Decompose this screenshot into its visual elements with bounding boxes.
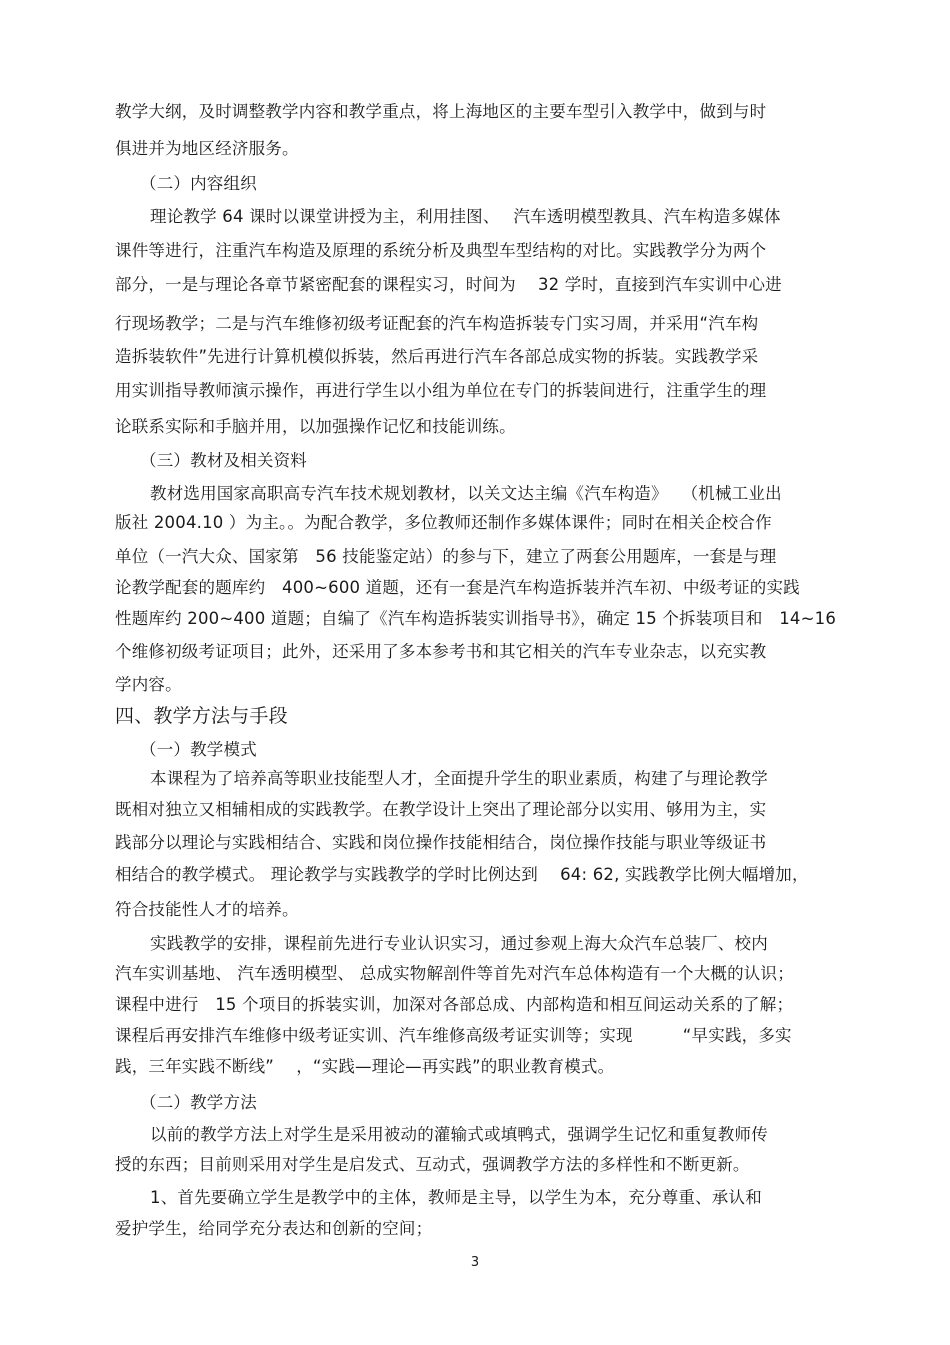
text-line: 课程后再安排汽车维修中级考证实训、汽车维修高级考证实训等；实现 “早实践，多实 bbox=[115, 1026, 792, 1045]
text-line: 践，三年实践不断线” ，“实践—理论—再实践”的职业教育模式。 bbox=[115, 1057, 615, 1076]
text-line: 汽车实训基地、 汽车透明模型、 总成实物解剖件等首先对汽车总体构造有一个大概的认识； bbox=[115, 964, 794, 983]
text-line: 相结合的教学模式。 理论教学与实践教学的学时比例达到 64: 62, 实践教学比例大幅增加， bbox=[115, 865, 809, 884]
text-line: 俱进并为地区经济服务。 bbox=[115, 139, 299, 158]
text-line: 论联系实际和手脑并用，以加强操作记忆和技能训练。 bbox=[115, 417, 516, 436]
text-line: 性题库约 200~400 道题；自编了《汽车构造拆装实训指导书》，确定 15 个拆装项目和 14~16 bbox=[115, 609, 837, 628]
text-line: 以前的教学方法上对学生是采用被动的灌输式或填鸭式，强调学生记忆和重复教师传 bbox=[150, 1125, 768, 1144]
text-line: 论教学配套的题库约 400~600 道题，还有一套是汽车构造拆装并汽车初、中级考证的实践 bbox=[115, 578, 800, 597]
text-line: 课程中进行 15 个项目的拆装实训，加深对各部总成、内部构造和相互间运动关系的了解； bbox=[115, 995, 794, 1014]
text-line: 个维修初级考证项目；此外，还采用了多本参考书和其它相关的汽车专业杂志，以充实教 bbox=[115, 642, 767, 661]
section-heading: （二）内容组织 bbox=[140, 174, 257, 193]
text-line: 教学大纲，及时调整教学内容和教学重点，将上海地区的主要车型引入教学中，做到与时 bbox=[115, 102, 767, 121]
text-line: 理论教学 64 课时以课堂讲授为主，利用挂图、 汽车透明模型教具、汽车构造多媒体 bbox=[150, 207, 781, 226]
text-line: 造拆装软件”先进行计算机模似拆装，然后再进行汽车各部总成实物的拆装。实践教学采 bbox=[115, 347, 759, 366]
text-line: 践部分以理论与实践相结合、实践和岗位操作技能相结合，岗位操作技能与职业等级证书 bbox=[115, 833, 767, 852]
text-line: 部分，一是与理论各章节紧密配套的课程实习，时间为 32 学时，直接到汽车实训中心进 bbox=[115, 275, 782, 294]
section-heading: （二）教学方法 bbox=[140, 1093, 257, 1112]
text-line: 行现场教学；二是与汽车维修初级考证配套的汽车构造拆装专门实习周，并采用“汽车构 bbox=[115, 314, 759, 333]
text-line: 符合技能性人才的培养。 bbox=[115, 900, 299, 919]
text-line: 用实训指导教师演示操作，再进行学生以小组为单位在专门的拆装间进行，注重学生的理 bbox=[115, 381, 767, 400]
text-line: 既相对独立又相辅相成的实践教学。在教学设计上突出了理论部分以实用、够用为主，实 bbox=[115, 800, 767, 819]
text-line: 教材选用国家高职高专汽车技术规划教材，以关文达主编《汽车构造》 （机械工业出 bbox=[150, 484, 782, 503]
text-line: 授的东西；目前则采用对学生是启发式、互动式，强调教学方法的多样性和不断更新。 bbox=[115, 1155, 750, 1174]
text-line: 单位（一汽大众、国家第 56 技能鉴定站）的参与下，建立了两套公用题库，一套是与理 bbox=[115, 547, 777, 566]
text-line: 1、首先要确立学生是教学中的主体，教师是主导，以学生为本，充分尊重、承认和 bbox=[150, 1188, 762, 1207]
text-line: 学内容。 bbox=[115, 675, 182, 694]
text-line: 爱护学生，给同学充分表达和创新的空间； bbox=[115, 1219, 433, 1238]
text-line: 版社 2004.10 ）为主。。为配合教学，多位教师还制作多媒体课件；同时在相关企校合作 bbox=[115, 513, 772, 532]
text-line: 课件等进行，注重汽车构造及原理的系统分析及典型车型结构的对比。实践教学分为两个 bbox=[115, 241, 767, 260]
text-line: 本课程为了培养高等职业技能型人才，全面提升学生的职业素质，构建了与理论教学 bbox=[150, 769, 768, 788]
chapter-heading: 四、教学方法与手段 bbox=[115, 705, 288, 727]
page-number: 3 bbox=[470, 1255, 480, 1270]
text-line: 实践教学的安排，课程前先进行专业认识实习，通过参观上海大众汽车总装厂、校内 bbox=[150, 934, 768, 953]
section-heading: （一）教学模式 bbox=[140, 740, 257, 759]
section-heading: （三）教材及相关资料 bbox=[140, 451, 307, 470]
